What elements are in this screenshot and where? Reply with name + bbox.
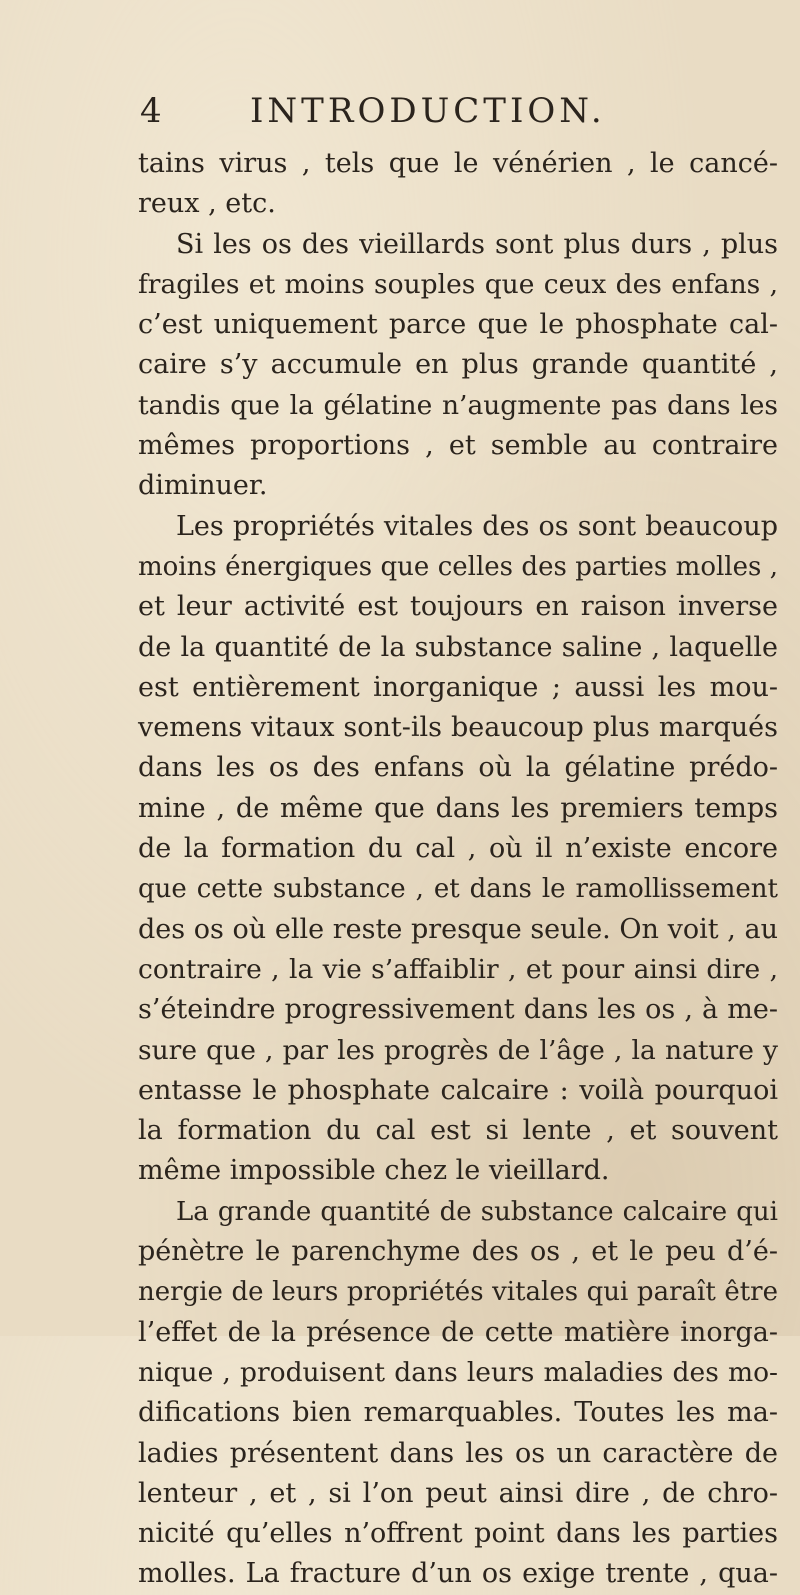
text-line: la formation du cal est si lente , et souvent bbox=[138, 1115, 778, 1147]
text-line: et leur activité est toujours en raison inverse bbox=[138, 591, 778, 623]
text-line: entasse le phosphate calcaire : voilà pourquoi bbox=[138, 1074, 778, 1106]
text-line: vemens vitaux sont-ils beaucoup plus marqués bbox=[138, 712, 778, 744]
page-number: 4 bbox=[140, 91, 164, 131]
text-line: moins énergiques que celles des parties molles , bbox=[138, 551, 778, 582]
text-line: nergie de leurs propriétés vitales qui paraît être bbox=[138, 1277, 778, 1308]
text-line: difications bien remarquables. Toutes les ma- bbox=[138, 1397, 778, 1429]
text-line: dans les os des enfans où la gélatine prédo- bbox=[138, 752, 778, 784]
text-line: diminuer. bbox=[138, 470, 268, 502]
text-line: l’effet de la présence de cette matière inorga- bbox=[138, 1316, 778, 1348]
text-line: nicité qu’elles n’offrent point dans les parties bbox=[138, 1518, 778, 1550]
text-line: ladies présentent dans les os un caractère de bbox=[138, 1437, 778, 1469]
text-line: caire s’y accumule en plus grande quantité , bbox=[138, 349, 778, 381]
text-line: mêmes proportions , et semble au contraire bbox=[138, 430, 778, 462]
text-line: nique , produisent dans leurs maladies des mo- bbox=[138, 1356, 778, 1388]
text-line: c’est uniquement parce que le phosphate cal- bbox=[138, 309, 778, 341]
running-title: INTRODUCTION. bbox=[250, 91, 606, 131]
text-line: pénètre le parenchyme des os , et le peu d’é- bbox=[138, 1236, 778, 1268]
text-line: Les propriétés vitales des os sont beaucoup bbox=[176, 510, 778, 542]
text-line: contraire , la vie s’affaiblir , et pour ainsi dire , bbox=[138, 953, 778, 985]
text-line: que cette substance , et dans le ramollissement bbox=[138, 874, 778, 905]
text-line: de la formation du cal , où il n’existe encore bbox=[138, 833, 778, 865]
text-line: s’éteindre progressivement dans les os , à me- bbox=[138, 994, 778, 1026]
text-line: de la quantité de la substance saline , laquelle bbox=[138, 631, 778, 663]
text-line: Si les os des vieillards sont plus durs , plus bbox=[176, 228, 778, 260]
body-text bbox=[138, 144, 778, 1595]
page-header bbox=[140, 86, 780, 136]
text-line: tandis que la gélatine n’augmente pas dans les bbox=[138, 389, 778, 421]
text-line: tains virus , tels que le vénérien , le cancé- bbox=[138, 148, 778, 179]
text-line: mine , de même que dans les premiers temps bbox=[138, 792, 778, 824]
text-line: reux , etc. bbox=[138, 188, 276, 220]
text-line: fragiles et moins souples que ceux des enfans , bbox=[138, 268, 778, 300]
text-line: même impossible chez le vieillard. bbox=[138, 1155, 610, 1187]
text-line: La grande quantité de substance calcaire qui bbox=[176, 1196, 778, 1227]
text-line: est entièrement inorganique ; aussi les mou- bbox=[138, 671, 778, 703]
text-line: molles. La fracture d’un os exige trente , qua- bbox=[138, 1558, 778, 1590]
text-line: sure que , par les progrès de l’âge , la nature y bbox=[138, 1034, 778, 1066]
text-line: lenteur , et , si l’on peut ainsi dire , de chro- bbox=[138, 1477, 778, 1509]
text-line: des os où elle reste presque seule. On voit , au bbox=[138, 913, 778, 945]
